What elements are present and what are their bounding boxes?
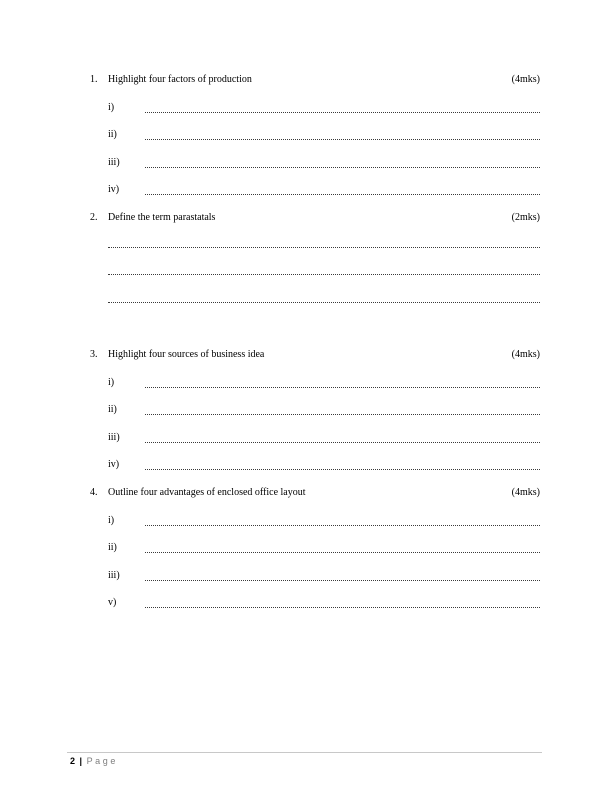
dotted-answer-rule (145, 414, 540, 415)
dotted-answer-rule (145, 525, 540, 526)
page-number: 2 (70, 756, 76, 766)
question-number: 1. (90, 74, 98, 85)
footer-divider (67, 752, 542, 753)
dotted-answer-rule (145, 552, 540, 553)
dotted-answer-rule (145, 112, 540, 113)
question-marks: (2mks) (511, 212, 540, 223)
dotted-answer-rule (145, 580, 540, 581)
dotted-answer-rule (145, 167, 540, 168)
answer-line[interactable] (108, 157, 540, 169)
answer-line[interactable] (108, 459, 540, 471)
question-text: Define the term parastatals (108, 212, 216, 223)
answer-line[interactable] (108, 102, 540, 114)
dotted-answer-rule (145, 442, 540, 443)
answer-line[interactable] (108, 432, 540, 444)
question-marks: (4mks) (511, 74, 540, 85)
answer-line[interactable] (108, 129, 540, 141)
answer-label: iii) (108, 157, 120, 168)
answer-label: iii) (108, 432, 120, 443)
dotted-answer-rule (145, 607, 540, 608)
answer-line[interactable] (108, 184, 540, 196)
answer-line[interactable] (108, 377, 540, 389)
dotted-answer-rule (145, 387, 540, 388)
dotted-answer-rule[interactable] (108, 247, 540, 248)
answer-label: iii) (108, 570, 120, 581)
answer-label: i) (108, 102, 115, 113)
answer-label: iv) (108, 184, 120, 195)
answer-label: ii) (108, 542, 117, 553)
question-number: 2. (90, 212, 98, 223)
question-number: 3. (90, 349, 98, 360)
answer-line[interactable] (108, 597, 540, 609)
dotted-answer-rule (145, 469, 540, 470)
answer-line[interactable] (108, 515, 540, 527)
page-footer (70, 756, 118, 766)
dotted-answer-rule (145, 139, 540, 140)
question-text: Outline four advantages of enclosed office layout (108, 487, 306, 498)
question-text: Highlight four sources of business idea (108, 349, 265, 360)
answer-label: i) (108, 515, 115, 526)
answer-line[interactable] (108, 570, 540, 582)
footer-separator: | (79, 756, 83, 766)
dotted-answer-rule[interactable] (108, 274, 540, 275)
dotted-answer-rule[interactable] (108, 302, 540, 303)
page-word: Page (86, 756, 118, 766)
answer-label: iv) (108, 459, 120, 470)
dotted-answer-rule (145, 194, 540, 195)
question-text: Highlight four factors of production (108, 74, 252, 85)
answer-line[interactable] (108, 542, 540, 554)
question-marks: (4mks) (511, 487, 540, 498)
answer-label: i) (108, 377, 115, 388)
question-marks: (4mks) (511, 349, 540, 360)
answer-label: v) (108, 597, 117, 608)
answer-label: ii) (108, 129, 117, 140)
question-number: 4. (90, 487, 98, 498)
answer-line[interactable] (108, 404, 540, 416)
answer-label: ii) (108, 404, 117, 415)
